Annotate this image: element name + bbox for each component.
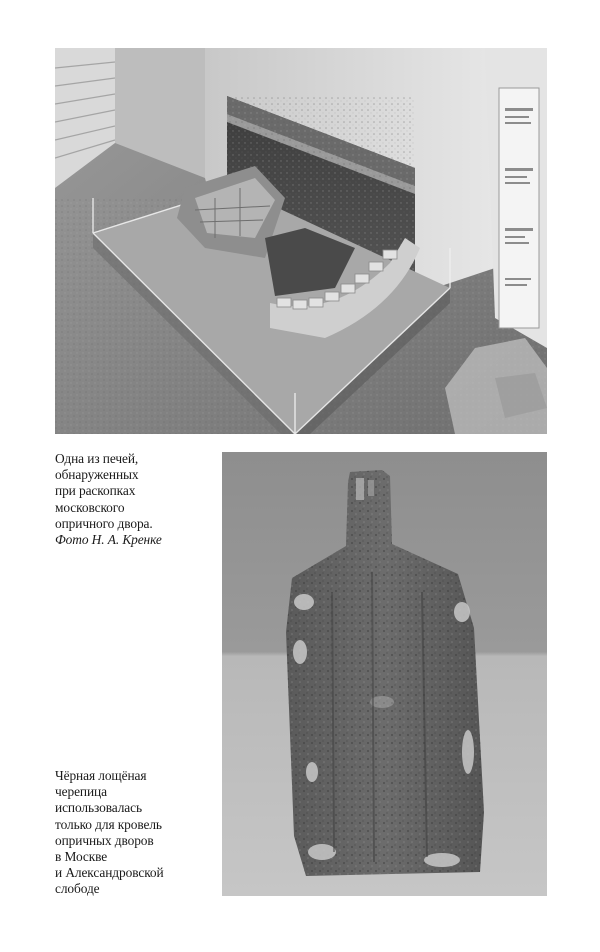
- caption-line: Одна из печей,: [55, 451, 139, 466]
- tile-photo-image: [222, 452, 547, 896]
- caption-line: опричного двора.: [55, 515, 153, 531]
- caption-line: опричных дворов: [55, 832, 154, 848]
- caption-line: использовалась: [55, 800, 142, 816]
- photo-credit: Фото Н. А. Кренке: [55, 532, 162, 548]
- caption-line: черепица: [55, 784, 107, 800]
- caption-line: только для кровель: [55, 816, 162, 832]
- caption-line: в Москве: [55, 849, 108, 865]
- caption-line: при раскопках: [55, 483, 136, 499]
- caption-line: и Александровской: [55, 865, 164, 881]
- caption-line: обнаруженных: [55, 467, 139, 483]
- tile-caption: [55, 768, 215, 898]
- caption-line: слободе: [55, 881, 100, 897]
- kiln-photo: [55, 48, 547, 434]
- caption-line: Чёрная лощёная: [55, 768, 147, 783]
- caption-line: московского: [55, 499, 125, 515]
- kiln-caption: [55, 451, 215, 548]
- kiln-photo-image: [55, 48, 547, 434]
- tile-photo: [222, 452, 547, 896]
